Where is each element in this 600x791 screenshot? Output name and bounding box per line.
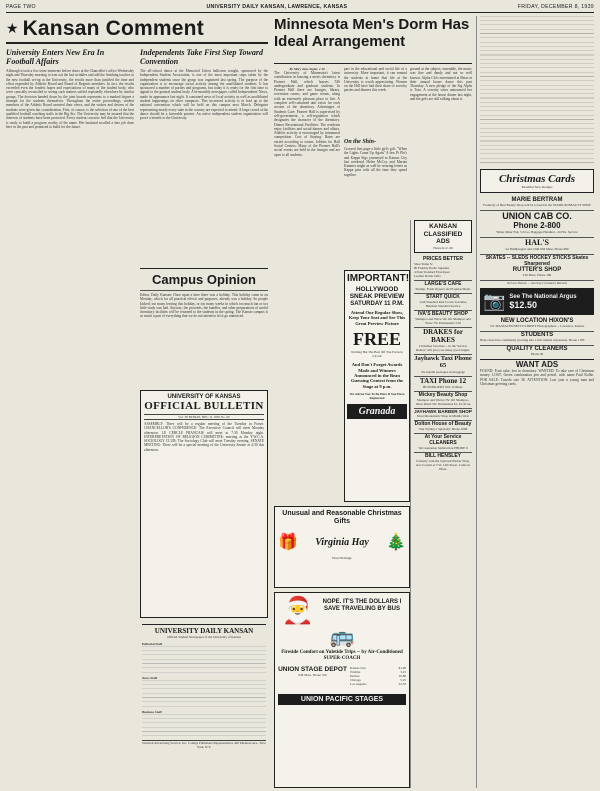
bulletin-heading: UNIVERSITY OF KANSAS (167, 394, 241, 400)
feature-byline: By Mary Jane Sigler, c'40 (289, 67, 325, 71)
quality-cleaners-sub: Phone 36 (530, 352, 544, 356)
gifts-title: Unusual and Reasonable Christmas Gifts (282, 510, 402, 525)
shop-detail: Shrimp, Fresh Oysters and Popular Meals (415, 286, 471, 291)
santa-icon: 🎅 (281, 596, 315, 625)
fare-price: 3.25 (400, 670, 406, 674)
masthead-section: Business Staff (142, 710, 162, 714)
ad-important-title: IMPORTANT! (347, 273, 410, 284)
feature-column (274, 67, 340, 267)
editorial-text: The all-school dance at the Memorial Union ballroom tonight, sponsored by the Independent Student Association, is one of the most important steps taken by the independent students since the group was organized last spring. The purpose of the organization is to encourage social activity among the unaffiliated students. It has sponsored a number of parties and programs, but today it is ready for the first time to appeal to the general student body. A bi-monthly newspaper, called Independents' News, made its appearance last night. It contained news of local activity as well as unaffiliated student happenings on other campuses. This increased activity is in lead up to the national convention which will be held on this campus next March. Delegates representing nearly every state in the country are expected to attend. A large crowd at the dance should be a favorable portent. An active independent student organization will prove a benefit to the University. (140, 69, 268, 121)
shop-name: JAYHAWK BARBER SHOP (414, 408, 472, 414)
bulletin-title: OFFICIAL BULLETIN (144, 400, 264, 412)
fare-city: Chicago (350, 678, 361, 682)
price-item: Leather Dollar Gifts (414, 273, 441, 278)
shop-detail: Most Modernistic Shop in Middle West (416, 413, 470, 418)
want-ads-title: WANT ADS (515, 360, 559, 369)
masthead-section: News Staff (142, 676, 158, 680)
society-text-continued: ground at the subject, ensemble, the music was fine and dandy and not so well known. Alpha Chi's entertained at Betas at their annual house dance this past Thursday. A new pledge of the Sig Alphs is Tom. A sorority sister announced her engagement at the house dinner last night, and the girls are still talking about it. (410, 67, 472, 102)
classified-header (414, 220, 472, 253)
issue-date: FRIDAY, DECEMBER 8, 1939 (517, 4, 594, 10)
argus-title: See The National Argus (509, 293, 577, 300)
masthead-title: UNIVERSITY DAILY KANSAN (154, 627, 254, 635)
shop-name: Jayhawk Taxi Phone 65 (414, 354, 472, 369)
masthead-filler (142, 680, 266, 708)
shop-detail: Shampoo and Wave 50c Oil Shampoo and Wave 75c Permanents 3.50 (415, 316, 471, 325)
want-ads-text: FOUND: Fruit cake, lost in dormitory. WANTED: To take care of Christmas money. LOST: Green combination pen and pencil, with name Paul Kolbe. FOR SALE: Tuxedo size 38. ATTENTION: Last year a young man and Christmas greeting cards. (480, 369, 594, 386)
shop-detail: with Standard Red Crown Gasoline Hartman Standard Service (419, 299, 467, 308)
society-column (344, 67, 407, 267)
ad-preview-time: SATURDAY 11 P.M. (350, 301, 404, 307)
shop-name: START QUICK (426, 293, 460, 300)
camera-icon: 📷 (483, 291, 506, 311)
shop-detail: We handle packages and luggage (421, 369, 465, 374)
shop-detail: Christmas favorites -- in the 'Service Deluxe' will give you many good laughs. (415, 343, 471, 352)
classified-column (410, 220, 472, 788)
union-cab-sub: When Other Fail, 5-6 Go, Baggage Handled - 24 Hrs. Service (496, 230, 578, 234)
editorial-text: Although it took a few tense moments before doors at the Chancellor's office Wednesday night and Thursday morning to iron out the last wrinkles and add the finishing touches to the new football set-up at the University, the results more than justified the time and effort expended by Athletic Board and Board of Regents members. In fact, the results exceeded even the fondest hopes and expectations of many of the student body, who were cynically reconciled to seeing such matters settled repeatedly elsewhere by similar groups. The decision handed down by the joint boards represents to a marked degree a triumph for the students themselves. Throughout the entire proceedings, student members of the Athletic Board asserted their views, and the wishes and desires of the students were given fair consideration. First, of course, is the selection of one of the best qualified football coaching staffs in the Big Six. The University may be assured that the interests of students have been protected. Every student can now feel that the University is ready to build a program worthy of the name. Her husband recalled a fine job done here in the past and promised to build for the future. (6, 69, 134, 129)
ad-free-sub: Nothing But The Best Off The Preview Circuit (351, 350, 403, 359)
campus-opinion-title: Campus Opinion (152, 272, 256, 287)
feature-headline: Minnesota Men's Dorm Has Ideal Arrangement (274, 16, 470, 50)
ads-column (476, 16, 594, 788)
shop-detail: We Guarantee Satisfaction PHONE 9 (418, 445, 468, 450)
bus-station: UNION STAGE DEPOT (278, 666, 347, 673)
students-sub: Help cancel the community growing into a full student expression, Phone 1193. (480, 338, 586, 342)
ad-preview-desc: Attend Our Regular Show, Keep Your Seat and See This Great Preview Picture (348, 310, 406, 326)
shop-name: TAXI Phone 12 (419, 376, 467, 385)
classified-phone: Phone K.U. 66 (433, 245, 453, 250)
bus-icon: 🚌 (329, 626, 355, 648)
masthead-footer: National Advertising Service, Inc. College Publishers Representative 420 Madison Ave., New York, N.Y. (142, 741, 266, 749)
fare-price: $1.00 (398, 666, 406, 670)
banner-star-icon: ★ (6, 21, 19, 37)
price-item: Hi Fidelity Radio Supplies (414, 265, 450, 270)
bulletin-notes: ASSEMBLY: There will be a regular meeting of the Tuesday in Fraser. CHANCELLOR'S CONFERENCE: The Executive Council will meet Monday afternoon. LE CERCLE FRANCAIS will meet at 7:30 Monday night. INTERPRETATION OF RELIGION COMMITTEE: meeting at the Y.W.C.A. SOCIOLOGY CLUB: The Sociology Club will meet Tuesday evening. SENATE MEETING: There will be a special meeting of the University Senate at 4:30 this afternoon. (144, 422, 264, 452)
on-the-shin-text: Crossed first page a little girl's gift: "When the Lights Come Up Again" A few Pi Phi's and Kappa Sigs journeyed to Kansas City last weekend. Helen McCoy and Marian Kimmer might as well be wearing letters as Kappa pins with all the time they spend together. (344, 147, 407, 177)
fare-table (350, 666, 406, 686)
marie-sub: Formerly of Best Beauty Shop will be located in the STADIUM BEAUTY SHOP (483, 203, 591, 207)
granada-preview-ad (344, 270, 410, 502)
feature-headline-block (274, 16, 472, 64)
banner-title: Kansan Comment (22, 17, 204, 40)
bus-caption: Fireside Comfort on Yuletide Trips -- by Air-Conditioned SUPER-COACH (281, 650, 403, 661)
paper-title: UNIVERSITY DAILY KANSAN, LAWRENCE, KANSAS (206, 4, 348, 10)
union-cab-name: UNION CAB CO. (502, 211, 572, 221)
gift-box-icon: 🎁 (278, 534, 298, 551)
page-header (6, 4, 594, 13)
argus-price: $12.50 (509, 299, 537, 310)
shop-detail: HUNSINGER'S 910-12 Mass. (422, 384, 464, 389)
editorial-headline: Independents Take First Step Toward Convention (140, 48, 263, 66)
christmas-cards-ad (480, 169, 594, 193)
ornament-icon: 🎄 (386, 534, 406, 551)
masthead-section: Editorial Staff (142, 642, 163, 646)
fare-city: Wichita (350, 670, 361, 674)
fare-price: 22.35 (398, 682, 406, 686)
skates-line: SKATES -- SLEDS HOCKEY STICKS Skates Sharpened (485, 255, 589, 267)
shop-name: BILL HENSLEY (424, 452, 462, 459)
society-text: part in the educational and social life of a university. More important, it can remind the students at home that life at the University is worth appreciating. Women on the Hill have had their share of sorority parties and dinners this week. (344, 67, 407, 93)
fare-city: Denver (350, 674, 360, 678)
bus-slogan: NOPE. IT'S THE DOLLARS I SAVE TRAVELING BY BUS (322, 599, 402, 612)
fare-price: 5.25 (400, 678, 406, 682)
gifts-store: Hotel Eldridge (332, 556, 352, 560)
campus-opinion-section (140, 268, 268, 386)
editorial-column-1 (6, 48, 134, 788)
editorial-headline: University Enters New Era In Football Affairs (6, 48, 105, 66)
bus-travel-ad (274, 592, 410, 788)
ad-contest: And Don't Forget Awards Made and Winners Announced in the Bean Guessing Contest from the Stage at 9 p.m. (350, 362, 404, 389)
shop-detail: formerly with the Jayhawk Barber Shop, now located at 5 W. 14th Street. Come in Often. (415, 458, 471, 471)
campus-opinion-text: Editor, Daily Kansan: Once upon a time there was a holiday. This holiday came in on Monday, which for all practical effects and purposes, already was a holiday. So people kicked; too many leaving this holiday, or too many weeks in which too much fun or too little study was had. Anyway, the proceeds, the bundles, and other preparations of useful dormitory facilities will be returned to the students in the spring. The Kansas campus is so much a part of everything that we do not intend to let it go unnoticed. (140, 293, 268, 319)
fare-city: Kansas City (350, 666, 367, 670)
feature-text: The University of Minnesota's latest contribution in housing a men's dormitory is Pioneer Hall, which houses 536 undergraduate and graduate students. In Pioneer Hall there are lounges, library, recreation rooms, and game rooms, along with an extremely pleasant place to live. A complete self-contained unit exists for each section of the dormitory. Advantages of Students Care: Pioneer Hall is supervised by self-government, a self-regulation which designates the character of the dormitory. Dinner Recreational Facilities: The residents enjoy facilities and social dances and affairs. Athletic activity is encouraged by intramural competition. Cost of Staying: Rates are varied according to rooms. Jobbies for Hall Social Centers: Many of the Pioneer Hall's social events are held in the lounges and are open to all students. (274, 71, 340, 157)
page-number: PAGE TWO (6, 4, 36, 10)
rutter-sub: 910 Mass. Phone 169 (522, 273, 552, 277)
quality-cleaners: QUALITY CLEANERS (506, 346, 568, 352)
hals-sub: for Hamburgers and Chili 904 Mass. Phone 980 (505, 247, 569, 251)
hixon-sub: 721 MASSACHUSETTS STREET Photographers -- Lawrence, Kansas (489, 324, 585, 328)
gifts-brand: Virginia Hay (315, 536, 369, 548)
shop-name: IVA'S BEAUTY SHOP (418, 310, 468, 317)
masthead-filler (142, 646, 266, 674)
union-pacific-banner: UNION PACIFIC STAGES (278, 694, 406, 705)
prices-title: PRICES BETTER (422, 255, 463, 262)
fare-row (350, 682, 406, 686)
granada-logo: Granada (347, 404, 407, 419)
union-cab-phone: Phone 2-800 (513, 221, 561, 230)
kansan-comment-banner (6, 16, 268, 44)
rutter-name: RUTTER'S SHOP (512, 267, 562, 273)
masthead-filler (142, 714, 266, 738)
shop-detail: 'Our Styling a Specialty' Phone 1066 (418, 426, 468, 431)
shop-name: DRAKES for BAKES (423, 327, 463, 344)
society-column-continued (410, 67, 472, 217)
students-title: STUDENTS (520, 332, 554, 338)
fare-city: Los Angeles (350, 682, 367, 686)
shop-name: LARGE'S CAFE (424, 280, 462, 287)
argus-camera-ad (480, 288, 594, 315)
price-item: 4 Pads Standard Envelopes (414, 269, 450, 274)
ad-advice: We Advise You To Be Here If You Have Registered (349, 392, 405, 401)
hixon-name: NEW LOCATION HIXON'S (500, 318, 574, 324)
ad-preview-line: HOLLYWOOD SNEAK PREVIEW (349, 286, 405, 300)
marie-name: MARIE BERTRAM (511, 197, 563, 203)
editorial-column-2 (140, 48, 268, 263)
bulletin-sub: Vol. 38 FRIDAY, DEC. 8, 1939 No. 60 (144, 414, 264, 420)
xmas-cards-title: Christmas Cards (498, 173, 576, 185)
shop-detail: Shampoo and Waves 35c Oil Shampoo, Wave Dried 50c Permanents $1, $1.50 up (415, 397, 471, 406)
shop-name: Mickey Beauty Shop (418, 391, 468, 398)
xmas-cards-sub: Beautiful New Designs (521, 185, 553, 189)
bus-station-sub: 638 Mass. Phone 550 (298, 673, 327, 677)
masthead (140, 622, 268, 788)
classified-title: KANSAN CLASSIFIED ADS (423, 223, 463, 245)
service-deluxe: Service Deluxe -- starring Constance Bennett (507, 281, 567, 285)
price-item: Shoe Shine 5c (414, 261, 433, 266)
ad-free: FREE (352, 329, 401, 350)
shop-name: At Your Service CLEANERS (424, 433, 462, 446)
masthead-sub: Official Student Newspaper of the University of Kansas (167, 635, 241, 639)
shop-name: Dolton House of Beauty (414, 420, 472, 427)
hals-name: HAL'S (524, 238, 549, 247)
christmas-gifts-ad (274, 506, 410, 588)
right-column-filler (480, 16, 594, 166)
on-the-shin-title: On the Shin- (344, 139, 377, 145)
fare-price: 10.80 (398, 674, 406, 678)
official-bulletin (140, 390, 268, 618)
